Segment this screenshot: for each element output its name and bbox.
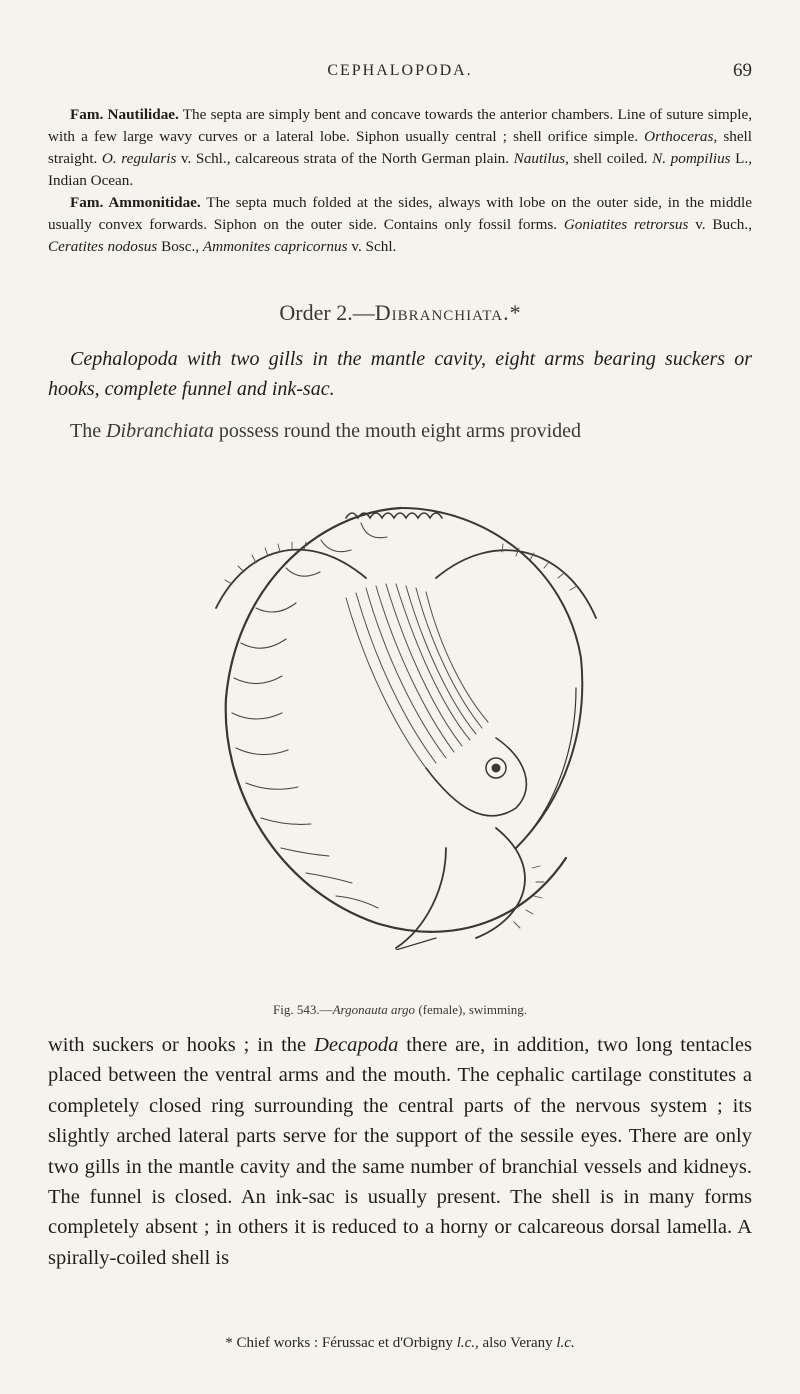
figure-species: Argonauta argo	[332, 1002, 416, 1017]
argonauta-drawing	[196, 468, 606, 950]
genus-name: Nautilus,	[513, 150, 569, 167]
page-number: 69	[733, 60, 752, 81]
species-name: Ammonites capricornus	[202, 238, 348, 255]
family-ammonitidae	[48, 192, 752, 258]
species-name: Ceratites nodosus	[48, 238, 158, 255]
species-name: Goniatites retrorsus	[563, 216, 689, 233]
footnote	[0, 1335, 800, 1352]
footnote-marker: *	[509, 300, 521, 325]
figure-label: Fig. 543.—	[273, 1002, 333, 1017]
family-text: The septa much folded at the sides, always with lobe on the outer side, in the middle usually convex forwards. Siphon on the outer side. Contains only fossil forms.	[48, 194, 752, 233]
family-text: L., Indian Ocean.	[48, 150, 753, 189]
genus-name: Orthoceras,	[644, 128, 718, 145]
order-heading	[0, 300, 800, 326]
footnote-text: , also Verany	[475, 1335, 557, 1351]
order-name: Dibranchiata.	[374, 300, 510, 325]
intro-text: possess round the mouth eight arms provided	[213, 420, 582, 442]
family-name: Fam. Nautilidae.	[70, 106, 179, 123]
body-text: there are, in addition, two long tentacles placed between the ventral arms and the mouth. The cephalic cartilage constitutes a completely closed ring surrounding the central parts of the nervous system ; its slightly arched lateral parts serve for the support of the sessile eyes. There are only two gills in the mantle cavity and the same number of branchial vessels and kidneys. The funnel is closed. An ink-sac is usually present. The shell is in many forms completely absent ; in others it is reduced to a horny or calcareous dorsal lamella. A spirally-coiled shell is	[48, 1034, 752, 1269]
figure-caption-text: (female), swimming.	[415, 1002, 527, 1017]
family-text: The septa are simply bent and concave towards the anterior chambers. Line of suture simple, with a few large wavy curves or a lateral lobe. Siphon usually central ; shell orifice simple.	[48, 106, 753, 145]
family-text: Bosc.,	[157, 238, 203, 255]
species-name: N. pompilius	[652, 150, 731, 167]
running-head: CEPHALOPODA.	[327, 62, 473, 79]
family-text: shell coiled.	[568, 150, 653, 167]
taxon-term: Decapoda	[314, 1034, 399, 1056]
species-name: O. regularis	[101, 150, 177, 167]
order-prefix: Order 2.—	[279, 300, 375, 325]
intro-paragraph	[48, 416, 752, 446]
family-text: v. Schl., calcareous strata of the North German plain.	[176, 150, 514, 167]
footnote-marker: *	[225, 1335, 237, 1351]
page-header	[0, 62, 800, 86]
footnote-ref: l.c.	[456, 1335, 476, 1351]
argonauta-illustration	[196, 468, 606, 950]
order-diagnosis: Cephalopoda with two gills in the mantle cavity, eight arms bearing suckers or hooks, complete funnel and ink-sac.	[48, 348, 752, 400]
body-paragraph	[48, 1030, 752, 1273]
figure-caption	[0, 1002, 800, 1018]
family-name: Fam. Ammonitidae.	[70, 194, 201, 211]
family-nautilidae	[48, 104, 752, 192]
intro-text: The	[70, 420, 107, 442]
footnote-ref: l.c.	[556, 1335, 575, 1351]
family-descriptions	[48, 104, 752, 258]
footnote-text: Chief works : Férussac et d'Orbigny	[236, 1335, 457, 1351]
body-text: with suckers or hooks ; in the	[48, 1034, 315, 1056]
family-text: v. Buch.,	[688, 216, 752, 233]
taxon-term: Dibranchiata	[106, 420, 214, 442]
family-text: shell straight.	[48, 128, 753, 167]
family-text: v. Schl.	[347, 238, 397, 255]
